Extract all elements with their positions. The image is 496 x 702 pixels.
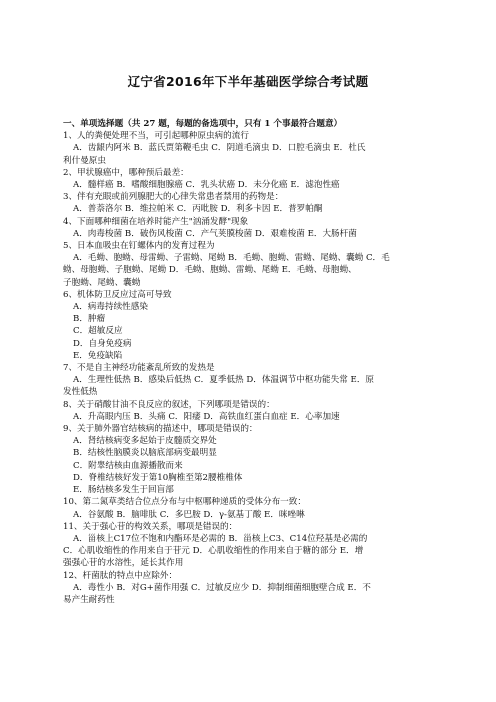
text-line: A．普萘洛尔 B．维拉帕米 C．丙吡胺 D．利多卡因 E．普罗帕酮 xyxy=(73,204,323,215)
text-line: 蚴、母胞蚴、子胞蚴、尾蚴 D．毛蚴、胞蚴、雷蚴、尾蚴 E．毛蚴、母胞蚴、 xyxy=(63,265,357,276)
text-line: A．生理性低热 B．感染后低热 C．夏季低热 D．体温调节中枢功能失常 E．原 xyxy=(73,375,375,386)
text-line: 7、不是自主神经功能紊乱所致的发热是 xyxy=(63,363,215,374)
text-line: 9、关于肺外器官结核病的描述中，哪项是错误的： xyxy=(63,424,258,435)
text-line: 2、甲状腺癌中，哪种预后最差： xyxy=(63,167,189,178)
text-line: 11、关于强心苷的构效关系，哪项是错误的： xyxy=(63,521,238,532)
text-line: 10、第二氮草类结合位点分布与中枢哪种递质的受体分布一致： xyxy=(63,497,306,508)
text-line: C．超敏反应 xyxy=(73,326,123,337)
text-line: B．结核性脑膜炎以脑底部病变最明显 xyxy=(73,448,217,459)
text-line: 4、下面哪种细菌在培养时能产生"汹涌发酵"现象 xyxy=(63,216,249,227)
section-heading: 一、单项选择题（共 27 题，每题的备选项中，只有 1 个事最符合题意） xyxy=(63,119,343,129)
text-line: 3、伴有充眼或前列腺肥大的心律失常患者禁用的药物是： xyxy=(63,192,284,203)
text-line: E．肠结核多发生于回盲部 xyxy=(73,485,174,496)
text-line: A．毒性小 B．对G+菌作用强 C．过敏反应少 D．抑制细菌细胞壁合成 E．不 xyxy=(73,582,371,593)
text-line: D．脊椎结核好发于第10胸椎至第2腰椎椎体 xyxy=(73,472,243,483)
text-line: C．附睾结核由血源播散而来 xyxy=(73,460,183,471)
text-line: E．免疫缺陷 xyxy=(73,350,123,361)
text-line: A．肉毒梭菌 B．破伤风梭菌 C．产气荚膜梭菌 D．艰难梭菌 E．大肠杆菌 xyxy=(73,228,357,239)
text-line: 8、关于硝酸甘油不良反应的叙述，下列哪项是错误的： xyxy=(63,399,275,410)
text-line: D．自身免疫病 xyxy=(73,338,132,349)
text-line: C．心肌收缩性的作用来自于苷元 D．心肌收缩性的作用来自于糖的部分 E．增 xyxy=(63,546,364,557)
text-line: B．肿瘤 xyxy=(73,314,106,325)
text-line: A．病毒持续性感染 xyxy=(73,302,148,313)
text-line: A．谷氨酸 B．脑啡肽 C．多巴胺 D．γ-氨基丁酸 E．咪唑啉 xyxy=(73,509,305,520)
text-line: A．毛蚴、胞蚴、母雷蚴、子雷蚴、尾蚴 B．毛蚴、胞蚴、雷蚴、尾蚴、囊蚴 C．毛 xyxy=(73,253,390,264)
text-line: A．髓样癌 B．嗜酸细胞腺癌 C．乳头状癌 D．未分化癌 E．滤泡性癌 xyxy=(73,180,340,191)
document-title: 辽宁省2016年下半年基础医学综合考试题 xyxy=(127,74,369,89)
text-line: 6、机体防卫反应过高可导致 xyxy=(63,289,172,300)
text-line: 利什曼原虫 xyxy=(63,155,106,166)
text-line: 发性低热 xyxy=(63,387,98,398)
text-line: 5、日本血吸虫在钉螺体内的发育过程为 xyxy=(63,241,215,252)
document-body xyxy=(63,118,433,606)
text-line: A．齿龈内阿米 B．蓝氏贾第鞭毛虫 C．阴道毛滴虫 D．口腔毛滴虫 E．杜氏 xyxy=(73,143,366,154)
text-line: 12、杆菌肽的特点中应除外： xyxy=(63,570,178,581)
text-line: 易产生耐药性 xyxy=(63,594,115,605)
text-line: 1、人的粪便处理不当，可引起哪种原虫病的流行 xyxy=(63,131,249,142)
text-line: A．升高眼内压 B．头痛 C．阳痿 D．高铁血红蛋白血症 E．心率加速 xyxy=(73,411,340,422)
text-line: 子胞蚴、尾蚴、囊蚴 xyxy=(63,277,141,288)
text-line: 强强心苷的水溶性，延长其作用 xyxy=(63,558,184,569)
text-line: A．肾结核病变多起始于皮髓质交界处 xyxy=(73,436,217,447)
text-line: A．甾核上C17位不饱和内酯环是必需的 B．甾核上C3、C14位羟基是必需的 xyxy=(73,533,368,544)
question-list xyxy=(63,130,433,606)
